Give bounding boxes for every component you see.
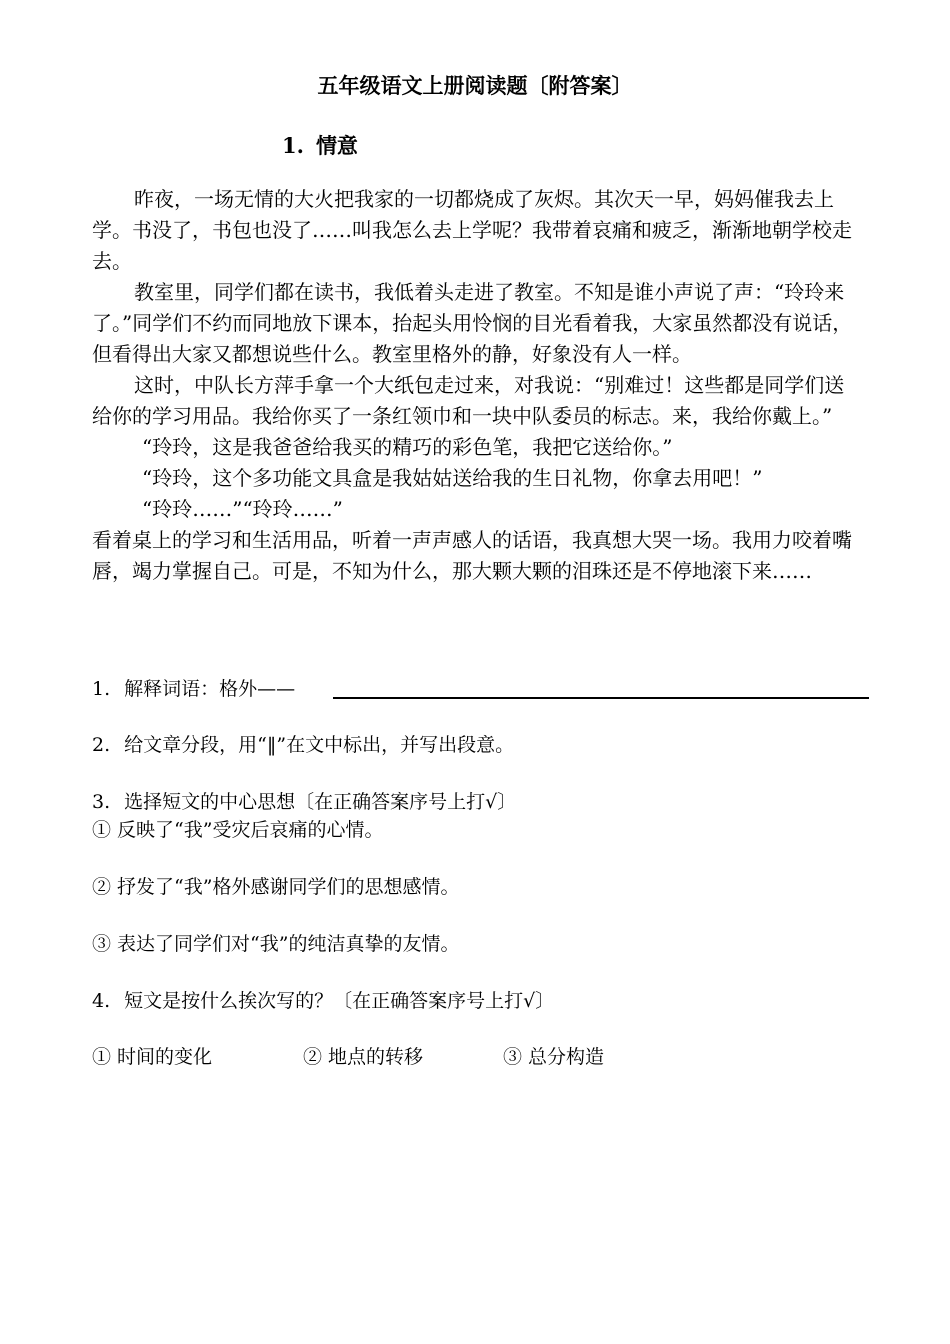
- story-text: [92, 184, 864, 587]
- question-4: [92, 987, 554, 1015]
- question-1: [92, 675, 295, 703]
- question-text: 解释词语：格外——: [124, 678, 296, 700]
- q3-option-2[interactable]: ② 抒发了“我”格外感谢同学们的思想感情。: [92, 876, 460, 898]
- question-3: [92, 788, 516, 816]
- q4-option-2[interactable]: ② 地点的转移: [303, 1046, 424, 1068]
- q4-option-3[interactable]: ③ 总分构造: [503, 1046, 605, 1068]
- story-paragraph-6: “玲玲……”“玲玲……”: [142, 497, 343, 521]
- story-paragraph-4: “玲玲，这是我爸爸给我买的精巧的彩色笔，我把它送给你。”: [142, 435, 673, 459]
- question-text: 短文是按什么挨次写的？〔在正确答案序号上打√〕: [124, 990, 555, 1012]
- story-paragraph-2: 教室里，同学们都在读书，我低着头走进了教室。不知是谁小声说了声：“玲玲来了。”同学们不约而同地放下课本，抬起头用怜悯的目光看着我，大家虽然都没有说话，但看得出大家又都想说些什么。教室里格外的静，好象没有人一样。: [92, 280, 853, 366]
- story-paragraph-7: 看着桌上的学习和生活用品，听着一声声感人的话语，我真想大哭一场。我用力咬着嘴唇，竭力掌握自己。可是，不知为什么，那大颗大颗的泪珠还是不停地滚下来……: [92, 528, 852, 583]
- document-title: 五年级语文上册阅读题〔附答案〕: [317, 74, 633, 98]
- q3-option-3[interactable]: ③ 表达了同学们对“我”的纯洁真挚的友情。: [92, 933, 460, 955]
- answer-blank-line[interactable]: [333, 697, 869, 699]
- section-heading: [282, 130, 358, 160]
- question-2: [92, 731, 514, 759]
- story-paragraph-3: 这时，中队长方萍手拿一个大纸包走过来，对我说：“别难过！这些都是同学们送给你的学习用品。我给你买了一条红领巾和一块中队委员的标志。来，我给你戴上。”: [92, 373, 845, 428]
- section-number: 1.: [282, 133, 304, 158]
- question-text: 给文章分段，用“‖”在文中标出，并写出段意。: [124, 734, 515, 756]
- question-text: 选择短文的中心思想〔在正确答案序号上打√〕: [124, 791, 517, 813]
- question-number: 2.: [92, 734, 111, 756]
- question-number: 1.: [92, 678, 111, 700]
- story-paragraph-1: 昨夜，一场无情的大火把我家的一切都烧成了灰烬。其次天一早，妈妈催我去上学。书没了，书包也没了……叫我怎么去上学呢？我带着哀痛和疲乏，渐渐地朝学校走去。: [92, 187, 852, 273]
- question-number: 3.: [92, 791, 111, 813]
- q4-option-1[interactable]: ① 时间的变化: [92, 1046, 213, 1068]
- question-number: 4.: [92, 990, 111, 1012]
- story-paragraph-5: “玲玲，这个多功能文具盒是我姑姑送给我的生日礼物，你拿去用吧！”: [142, 466, 763, 490]
- q3-option-1[interactable]: ① 反映了“我”受灾后哀痛的心情。: [92, 819, 384, 841]
- section-name: 情意: [315, 134, 358, 158]
